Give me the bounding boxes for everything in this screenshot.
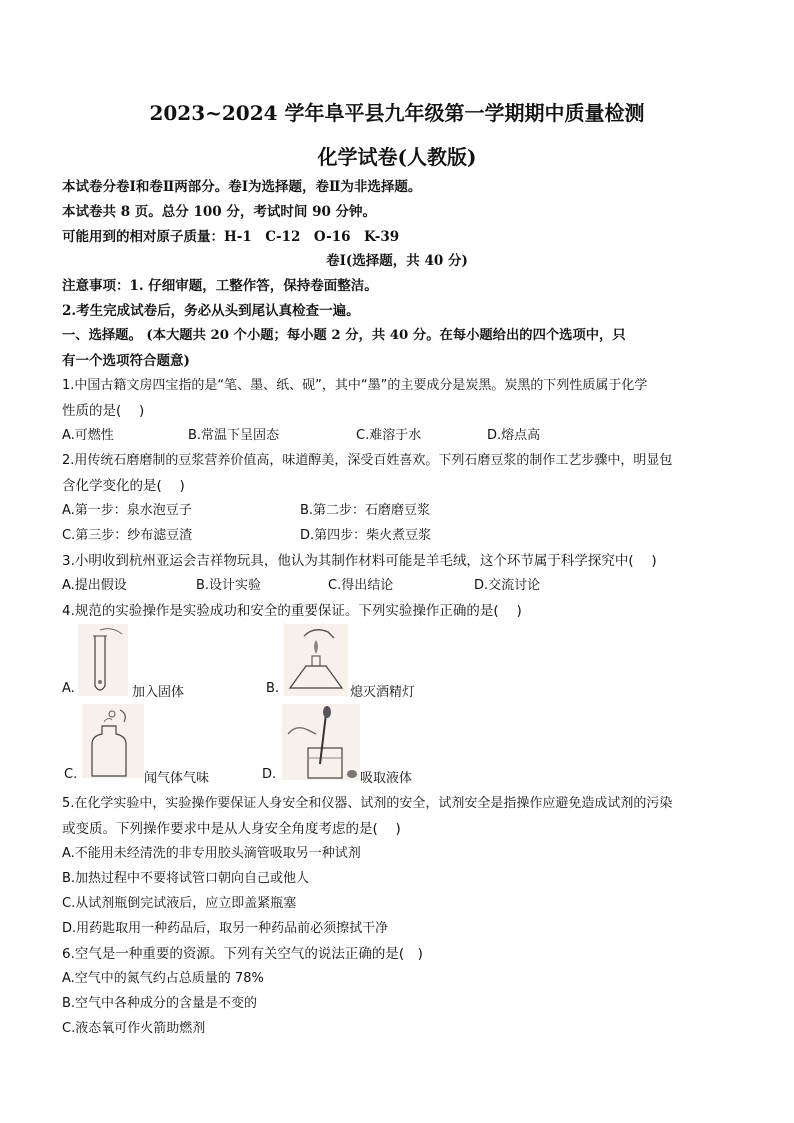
q3-option-b: B.设计实验 xyxy=(196,578,262,593)
q3-option-d: D.交流讨论 xyxy=(474,578,541,593)
q5-stem-cont: 或变质。下列操作要求中是从人身安全角度考虑的是( ) xyxy=(62,821,401,837)
exam-subtitle: 化学试卷(人教版) xyxy=(317,145,477,169)
q3-option-c: C.得出结论 xyxy=(328,578,394,593)
q5-option-d: D.用药匙取用一种药品后，取另一种药品前必须擦拭干净 xyxy=(62,921,389,936)
q4-option-b-caption: 熄灭酒精灯 xyxy=(350,685,416,700)
q4-option-a-caption: 加入固体 xyxy=(132,685,185,700)
q5-option-b: B.加热过程中不要将试管口朝向自己或他人 xyxy=(62,871,310,886)
q1-option-c: C.难溶于水 xyxy=(356,428,422,443)
part1-heading-cont: 有一个选项符合题意) xyxy=(62,353,190,369)
q5-option-c: C.从试剂瓶倒完试液后，应立即盖紧瓶塞 xyxy=(62,896,297,911)
notice-line-2: 2.考生完成试卷后，务必从头到尾认真检查一遍。 xyxy=(62,303,360,319)
q4-option-b-letter: B. xyxy=(266,681,280,696)
q4-option-c-letter: C. xyxy=(64,767,78,782)
q1-option-d: D.熔点高 xyxy=(487,428,541,443)
q4-option-d-letter: D. xyxy=(262,767,277,782)
exam-title: 2023~2024 学年阜平县九年级第一学期期中质量检测 xyxy=(149,101,645,125)
q4-option-c-caption: 闻气体气味 xyxy=(144,771,210,786)
q6-option-c: C.液态氧可作火箭助燃剂 xyxy=(62,1021,206,1036)
q6-stem: 6.空气是一种重要的资源。下列有关空气的说法正确的是( ) xyxy=(62,946,423,962)
q2-stem: 2.用传统石磨磨制的豆浆营养价值高，味道醇美，深受百姓喜欢。下列石磨豆浆的制作工艺步骤中，明显包 xyxy=(62,453,673,468)
intro-line-2: 本试卷共 8 页。总分 100 分，考试时间 90 分钟。 xyxy=(62,204,377,220)
q4-stem: 4.规范的实验操作是实验成功和安全的重要保证。下列实验操作正确的是( ) xyxy=(62,603,522,619)
part1-heading: 一、选择题。 (本大题共 20 个小题；每小题 2 分，共 40 分。在每小题给出的四个选项中，只 xyxy=(62,328,626,343)
q2-stem-cont: 含化学变化的是( ) xyxy=(62,478,185,494)
test-tube-icon xyxy=(78,624,128,696)
q1-option-a: A.可燃性 xyxy=(62,428,114,443)
q1-option-b: B.常温下呈固态 xyxy=(188,428,280,443)
q5-stem: 5.在化学实验中，实验操作要保证人身安全和仪器、试剂的安全，试剂安全是指操作应避免造成试剂的污染 xyxy=(62,796,673,811)
q4-option-a-letter: A. xyxy=(62,681,75,696)
q6-option-b: B.空气中各种成分的含量是不变的 xyxy=(62,996,258,1011)
q5-option-a: A.不能用未经清洗的非专用胶头滴管吸取另一种试剂 xyxy=(62,846,361,861)
q1-stem: 1.中国古籍文房四宝指的是“笔、墨、纸、砚”，其中“墨”的主要成分是炭黑。炭黑的下列性质属于化学 xyxy=(62,378,648,393)
q6-option-a: A.空气中的氮气约占总质量的 78% xyxy=(62,971,264,986)
intro-line-3: 可能用到的相对原子质量：H-1 C-12 O-16 K-39 xyxy=(62,229,400,245)
intro-line-1: 本试卷分卷Ⅰ和卷Ⅱ两部分。卷Ⅰ为选择题，卷Ⅱ为非选择题。 xyxy=(62,179,422,195)
q1-stem-cont: 性质的是( ) xyxy=(62,403,145,419)
q2-option-b: B.第二步：石磨磨豆浆 xyxy=(300,503,431,518)
notice-line-1: 注意事项：1. 仔细审题，工整作答，保持卷面整洁。 xyxy=(62,278,378,294)
q3-stem: 3.小明收到杭州亚运会吉祥物玩具，他认为其制作材料可能是羊毛绒，这个环节属于科学探究中( ) xyxy=(62,553,657,569)
q3-option-a: A.提出假设 xyxy=(62,578,127,593)
q2-option-d: D.第四步：柴火煮豆浆 xyxy=(300,528,432,543)
dropper-icon xyxy=(282,704,360,780)
alcohol-lamp-icon xyxy=(284,624,348,696)
gas-bottle-icon xyxy=(82,704,144,778)
q2-option-c: C.第三步：纱布滤豆渣 xyxy=(62,528,193,543)
section-title: 卷Ⅰ(选择题，共 40 分) xyxy=(326,253,468,269)
q2-option-a: A.第一步：泉水泡豆子 xyxy=(62,503,192,518)
q4-option-d-caption: 吸取液体 xyxy=(360,771,413,786)
